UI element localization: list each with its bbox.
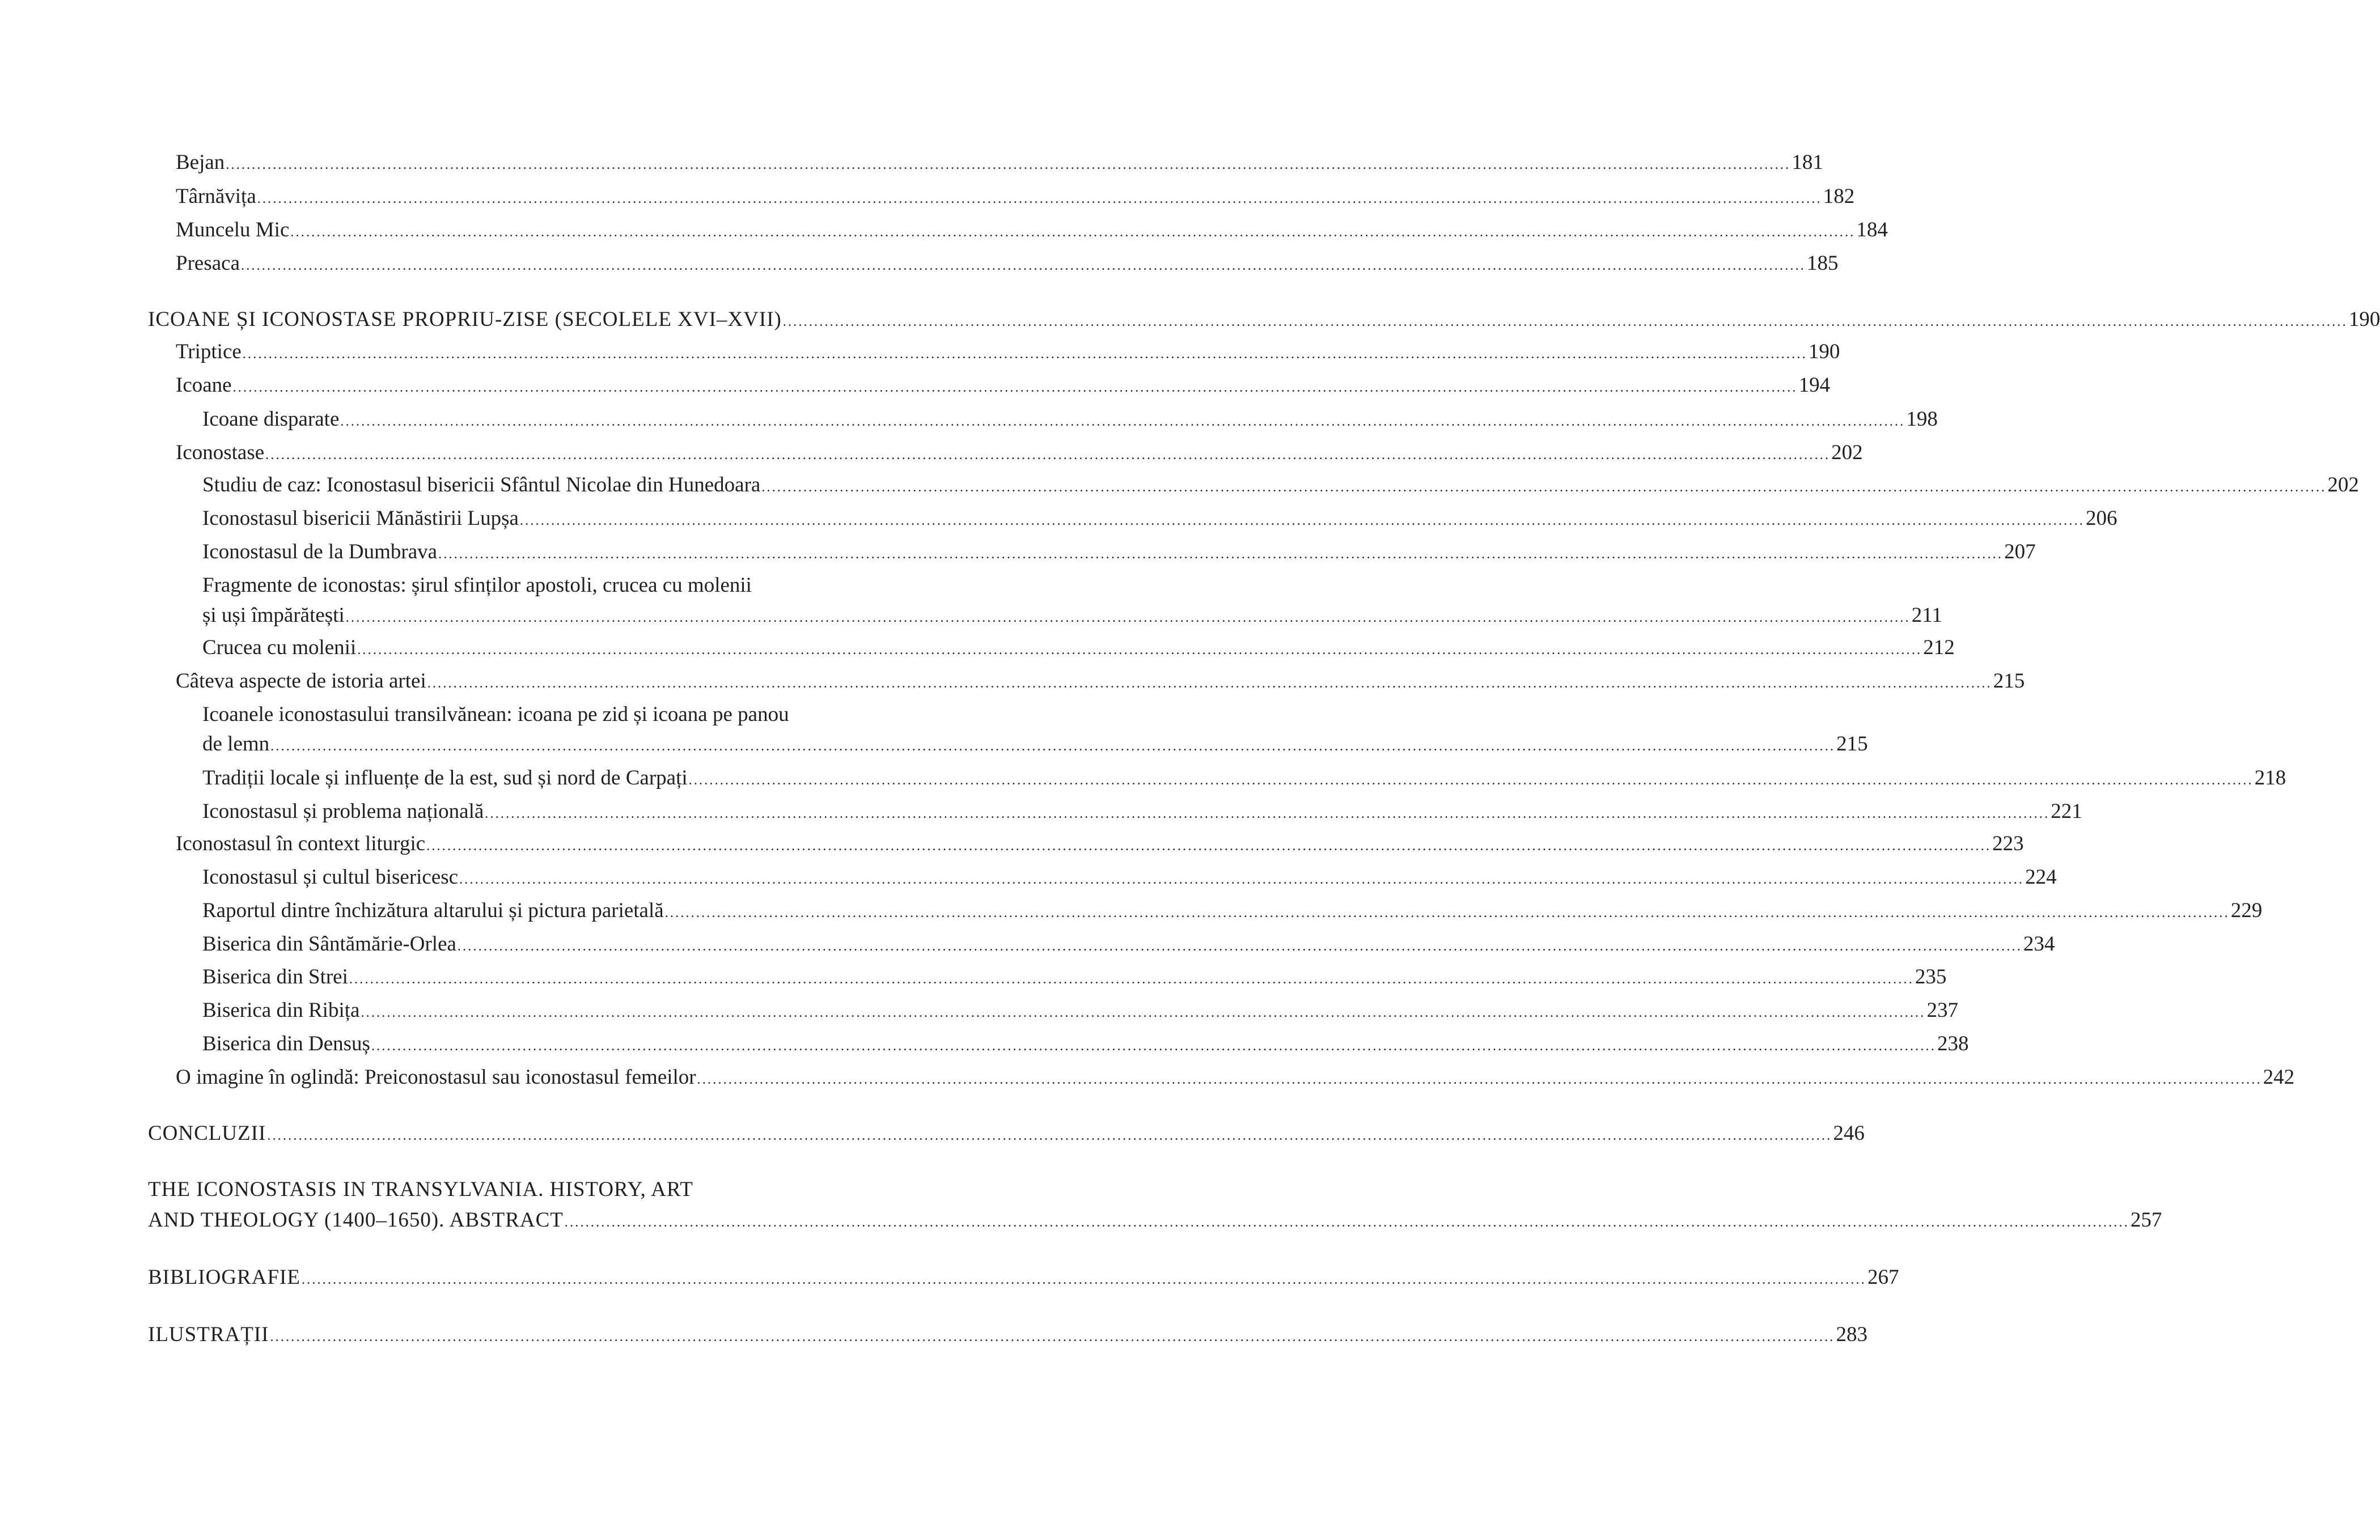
- toc-entry-page: 257: [2130, 1208, 2162, 1232]
- toc-entry[interactable]: [202, 897, 2263, 925]
- toc-entry-title: Fragmente de iconostas: șirul sfinților apostoli, crucea cu molenii: [202, 574, 752, 597]
- toc-entry[interactable]: [176, 216, 1888, 244]
- dot-leader: ............................................................................................................................................................................................................................................................................................................: [485, 807, 2050, 821]
- toc-entry[interactable]: [202, 601, 1942, 630]
- toc-entry-title: CONCLUZII: [148, 1122, 266, 1145]
- toc-entry-title: și uși împărătești: [202, 604, 345, 627]
- toc-entry-title: Crucea cu molenii: [202, 636, 357, 659]
- dot-leader: ............................................................................................................................................................................................................................................................................................................: [457, 939, 2022, 954]
- toc-entry-page: 211: [1911, 604, 1942, 627]
- toc-entry-title: O imagine în oglindă: Preiconostasul sau iconostasul femeilor: [176, 1066, 696, 1089]
- dot-leader: ............................................................................................................................................................................................................................................................................................................: [290, 225, 1856, 240]
- toc-entry-page: 218: [2254, 766, 2286, 790]
- toc-entry-title: Raportul dintre închizătura altarului și pictura parietală: [202, 899, 664, 922]
- toc-entry-title: Biserica din Ribița: [202, 999, 360, 1022]
- toc-entry-page: 190: [1808, 340, 1840, 363]
- toc-entry[interactable]: [202, 504, 2118, 533]
- toc-entry[interactable]: [202, 930, 2055, 958]
- dot-leader: ............................................................................................................................................................................................................................................................................................................: [519, 514, 2085, 528]
- toc-entry-title: Iconostasul și cultul bisericesc: [202, 866, 459, 889]
- dot-leader: ............................................................................................................................................................................................................................................................................................................: [697, 1072, 2262, 1087]
- dot-leader: ............................................................................................................................................................................................................................................................................................................: [688, 773, 2254, 788]
- toc-entry-page: 202: [2327, 473, 2359, 497]
- dot-leader: ............................................................................................................................................................................................................................................................................................................: [340, 414, 1905, 429]
- dot-leader: ............................................................................................................................................................................................................................................................................................................: [265, 448, 1831, 463]
- toc-entry-title: Presaca: [176, 252, 240, 275]
- toc-entry[interactable]: [148, 1119, 1865, 1148]
- dot-leader: ............................................................................................................................................................................................................................................................................................................: [226, 158, 1791, 172]
- toc-entry[interactable]: [148, 1263, 1899, 1292]
- dot-leader: ............................................................................................................................................................................................................................................................................................................: [459, 872, 2025, 887]
- toc-entry[interactable]: [176, 1063, 2295, 1092]
- toc-entry-title: de lemn: [202, 732, 270, 756]
- toc-entry-title: THE ICONOSTASIS IN TRANSYLVANIA. HISTORY, ART: [148, 1178, 693, 1201]
- toc-entry[interactable]: [176, 667, 2025, 695]
- toc-entry-title: Biserica din Sântămărie-Orlea: [202, 932, 456, 956]
- dot-leader: ............................................................................................................................................................................................................................................................................................................: [564, 1215, 2129, 1230]
- toc-entry-title: Iconostasul de la Dumbrava: [202, 540, 438, 563]
- toc-entry-page: 184: [1856, 218, 1888, 241]
- toc-entry[interactable]: [176, 249, 1839, 278]
- dot-leader: ............................................................................................................................................................................................................................................................................................................: [232, 380, 1798, 395]
- toc-entry-page: 190: [2348, 308, 2380, 331]
- toc-entry[interactable]: [202, 405, 1938, 434]
- toc-entry[interactable]: [202, 863, 2057, 892]
- toc-entry-title: Iconostase: [176, 441, 265, 464]
- dot-leader: ............................................................................................................................................................................................................................................................................................................: [270, 739, 1836, 754]
- dot-leader: ............................................................................................................................................................................................................................................................................................................: [664, 906, 2230, 920]
- dot-leader: ............................................................................................................................................................................................................................................................................................................: [242, 347, 1807, 362]
- toc-entry-page: 182: [1823, 185, 1855, 208]
- toc-entry-title: Tradiții locale și influențe de la est, sud și nord de Carpați: [202, 766, 688, 790]
- dot-leader: ............................................................................................................................................................................................................................................................................................................: [357, 643, 1922, 657]
- toc-entry-page: 194: [1798, 374, 1831, 397]
- dot-leader: ............................................................................................................................................................................................................................................................................................................: [761, 480, 2327, 495]
- toc-entry-page: 242: [2263, 1066, 2295, 1089]
- toc-entry[interactable]: [202, 1030, 1969, 1058]
- toc-entry-page: 267: [1867, 1266, 1899, 1289]
- toc-entry-page: 215: [1993, 669, 2025, 693]
- toc-entry[interactable]: [202, 634, 1955, 662]
- toc-entry-page: 235: [1915, 965, 1947, 989]
- toc-entry-title: AND THEOLOGY (1400–1650). ABSTRACT: [148, 1208, 564, 1232]
- toc-entry-page: 202: [1831, 441, 1863, 464]
- dot-leader: ............................................................................................................................................................................................................................................................................................................: [257, 192, 1822, 206]
- dot-leader: ............................................................................................................................................................................................................................................................................................................: [427, 676, 1992, 691]
- toc-entry-title: Icoanele iconostasului transilvănean: icoana pe zid și icoana pe panou: [202, 703, 789, 726]
- toc-entry-page: 283: [1836, 1323, 1867, 1346]
- toc-entry-page: 207: [2004, 540, 2036, 563]
- toc-entry[interactable]: [202, 963, 1947, 991]
- toc-entry-title: ILUSTRAȚII: [148, 1323, 269, 1346]
- toc-entry-title: Icoane: [176, 374, 232, 397]
- toc-entry[interactable]: [176, 338, 1840, 366]
- toc-entry[interactable]: [202, 730, 1868, 758]
- toc-entry-title: Icoane disparate: [202, 408, 340, 431]
- toc-entry[interactable]: [176, 830, 2024, 858]
- toc-entry[interactable]: [148, 306, 2380, 334]
- toc-entry-page: 221: [2051, 800, 2082, 823]
- toc-entry-title: Târnăvița: [176, 185, 256, 208]
- toc-entry-page: 237: [1926, 999, 1958, 1022]
- toc-entry[interactable]: [202, 797, 2082, 826]
- toc-entry-title: Iconostasul în context liturgic: [176, 832, 426, 855]
- toc-entry-page: 223: [1992, 832, 2024, 855]
- toc-entry[interactable]: [202, 571, 968, 600]
- dot-leader: ............................................................................................................................................................................................................................................................................................................: [426, 839, 1992, 854]
- toc-entry-page: 198: [1906, 408, 1938, 431]
- toc-entry[interactable]: [176, 439, 1863, 467]
- toc-entry-title: BIBLIOGRAFIE: [148, 1266, 300, 1289]
- dot-leader: ............................................................................................................................................................................................................................................................................................................: [301, 1272, 1866, 1287]
- toc-entry-title: Câteva aspecte de istoria artei: [176, 669, 426, 693]
- toc-entry-page: 185: [1807, 252, 1839, 275]
- toc-entry-title: ICOANE ȘI ICONOSTASE PROPRIU-ZISE (SECOLELE XVI–XVII): [148, 308, 782, 331]
- toc-entry-page: 206: [2085, 507, 2118, 530]
- dot-leader: ............................................................................................................................................................................................................................................................................................................: [782, 315, 2348, 329]
- toc-entry-page: 238: [1937, 1032, 1969, 1055]
- dot-leader: ............................................................................................................................................................................................................................................................................................................: [241, 258, 1806, 273]
- toc-entry-title: Iconostasul bisericii Mănăstirii Lupșa: [202, 507, 519, 530]
- dot-leader: ............................................................................................................................................................................................................................................................................................................: [361, 1006, 1926, 1020]
- toc-entry-page: 212: [1923, 636, 1955, 659]
- toc-entry[interactable]: [176, 371, 1831, 400]
- toc-entry-title: Iconostasul și problema națională: [202, 800, 484, 823]
- toc-entry[interactable]: [202, 996, 1958, 1025]
- toc-entry-page: 181: [1792, 151, 1823, 174]
- toc-entry[interactable]: [202, 764, 2286, 792]
- dot-leader: ............................................................................................................................................................................................................................................................................................................: [438, 547, 2004, 562]
- toc-entry[interactable]: [202, 538, 2036, 566]
- toc-entry-title: Bejan: [176, 151, 225, 174]
- toc-entry[interactable]: [176, 149, 1823, 177]
- toc-entry-page: 246: [1833, 1122, 1865, 1145]
- toc-entry[interactable]: [148, 1321, 1867, 1349]
- toc-entry[interactable]: [148, 1176, 968, 1204]
- dot-leader: ............................................................................................................................................................................................................................................................................................................: [349, 972, 1914, 987]
- toc-entry-title: Triptice: [176, 340, 242, 363]
- toc-entry-title: Studiu de caz: Iconostasul bisericii Sfântul Nicolae din Hunedoara: [202, 473, 761, 497]
- toc-entry[interactable]: [176, 183, 1855, 211]
- toc-entry-title: Biserica din Strei: [202, 965, 348, 989]
- dot-leader: ............................................................................................................................................................................................................................................................................................................: [371, 1039, 1936, 1054]
- toc-entry[interactable]: [202, 701, 968, 729]
- dot-leader: ............................................................................................................................................................................................................................................................................................................: [345, 610, 1911, 625]
- dot-leader: ............................................................................................................................................................................................................................................................................................................: [267, 1129, 1832, 1143]
- toc-entry-page: 234: [2023, 932, 2055, 956]
- dot-leader: ............................................................................................................................................................................................................................................................................................................: [270, 1330, 1835, 1344]
- toc-entry-page: 224: [2025, 866, 2057, 889]
- toc-entry-page: 215: [1836, 732, 1868, 756]
- toc-entry-title: Biserica din Densuș: [202, 1032, 370, 1055]
- toc-entry-title: Muncelu Mic: [176, 218, 290, 241]
- toc-entry[interactable]: [202, 471, 2359, 499]
- toc-entry-page: 229: [2230, 899, 2263, 922]
- toc-entry[interactable]: [148, 1206, 2162, 1234]
